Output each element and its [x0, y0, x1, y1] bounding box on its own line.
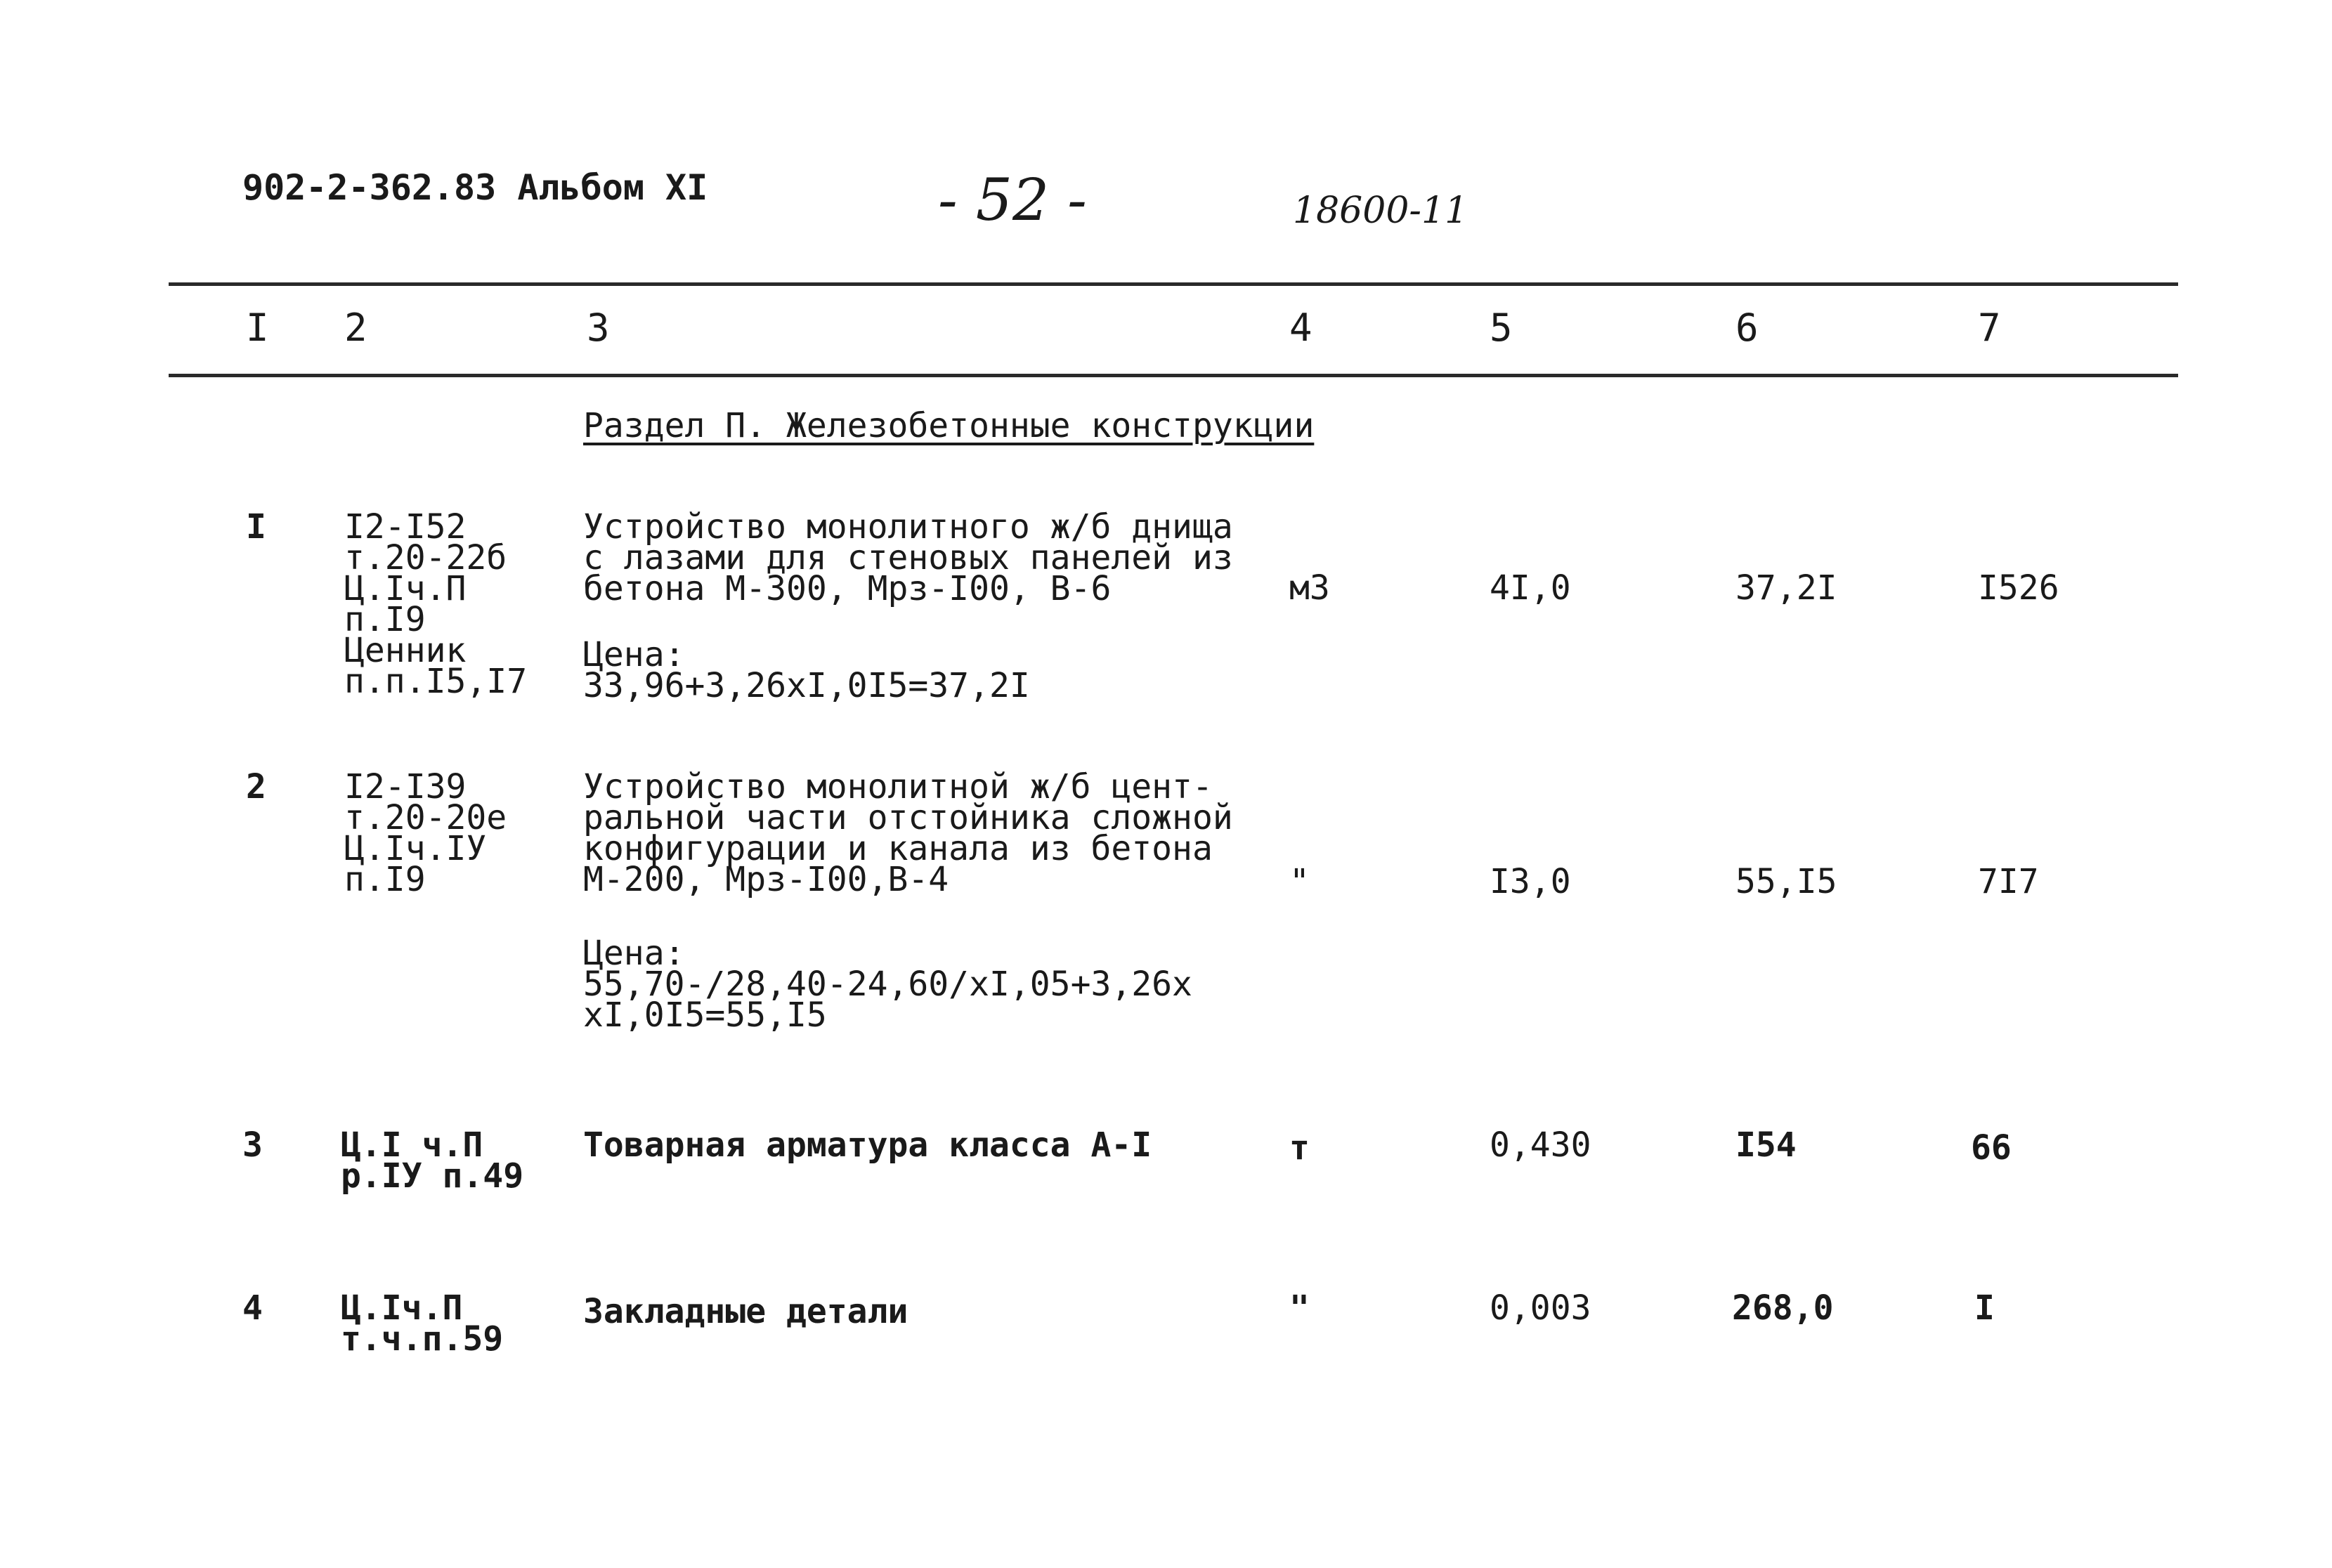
unit-of-measure: м3: [1289, 568, 1330, 608]
unit-price: 37,2I: [1735, 568, 1837, 608]
unit-price: 55,I5: [1735, 862, 1837, 901]
row-number: 4: [242, 1288, 263, 1328]
work-description: Устройство монолитной ж/б цент- ральной части отстойника сложной конфигурации и канала из бетона М-200, Мрз-I00,В-4: [583, 767, 1233, 899]
table-header-rule: [169, 374, 2178, 377]
table-top-rule: [169, 282, 2178, 286]
total-cost: I: [1974, 1288, 1995, 1328]
norm-code: Ц.I ч.П р.IУ п.49: [341, 1125, 524, 1196]
unit-of-measure: т: [1289, 1128, 1310, 1168]
quantity: 0,430: [1490, 1125, 1591, 1165]
row-number: I: [246, 507, 266, 547]
unit-price: I54: [1735, 1125, 1797, 1165]
quantity: 0,003: [1490, 1288, 1591, 1328]
column-header-2: 2: [344, 306, 367, 350]
column-header-4: 4: [1289, 306, 1312, 350]
column-header-6: 6: [1735, 306, 1759, 350]
total-cost: I526: [1978, 568, 2059, 608]
norm-code: I2-I39 т.20-20е Ц.Iч.IУ п.I9: [344, 767, 507, 899]
column-header-7: 7: [1978, 306, 2001, 350]
section-title: Раздел П. Железобетонные конструкции: [583, 406, 1315, 445]
price-calculation: Цена: 33,96+3,26хI,0I5=37,2I: [583, 635, 1030, 705]
work-description: Устройство монолитного ж/б днища с лазами для стеновых панелей из бетона М-300, Мрз-I00, В-6: [583, 507, 1233, 608]
unit-of-measure: ": [1289, 862, 1310, 901]
row-number: 2: [246, 767, 266, 806]
column-header-3: 3: [587, 306, 610, 350]
norm-code: I2-I52 т.20-22б Ц.Iч.П п.I9 Ценник п.п.I5,I7: [344, 507, 528, 701]
price-calculation: Цена: 55,70-/28,40-24,60/хI,05+3,26х хI,0I5=55,I5: [583, 934, 1192, 1035]
row-number: 3: [242, 1125, 263, 1165]
sheet-code: 18600-11: [1293, 190, 1468, 232]
quantity: 4I,0: [1490, 568, 1571, 608]
document-code: 902-2-362.83 Альбом XI: [242, 167, 708, 208]
norm-code: Ц.Iч.П т.ч.п.59: [341, 1288, 504, 1359]
page-number: - 52 -: [938, 167, 1087, 234]
column-header-1: I: [246, 306, 269, 350]
quantity: I3,0: [1490, 862, 1571, 901]
unit-of-measure: ": [1289, 1288, 1310, 1328]
work-description: Товарная арматура класса А-I: [583, 1125, 1152, 1165]
total-cost: 66: [1971, 1128, 2012, 1168]
total-cost: 7I7: [1978, 862, 2039, 901]
work-description: Закладные детали: [583, 1292, 908, 1331]
column-header-5: 5: [1490, 306, 1513, 350]
unit-price: 268,0: [1732, 1288, 1834, 1328]
